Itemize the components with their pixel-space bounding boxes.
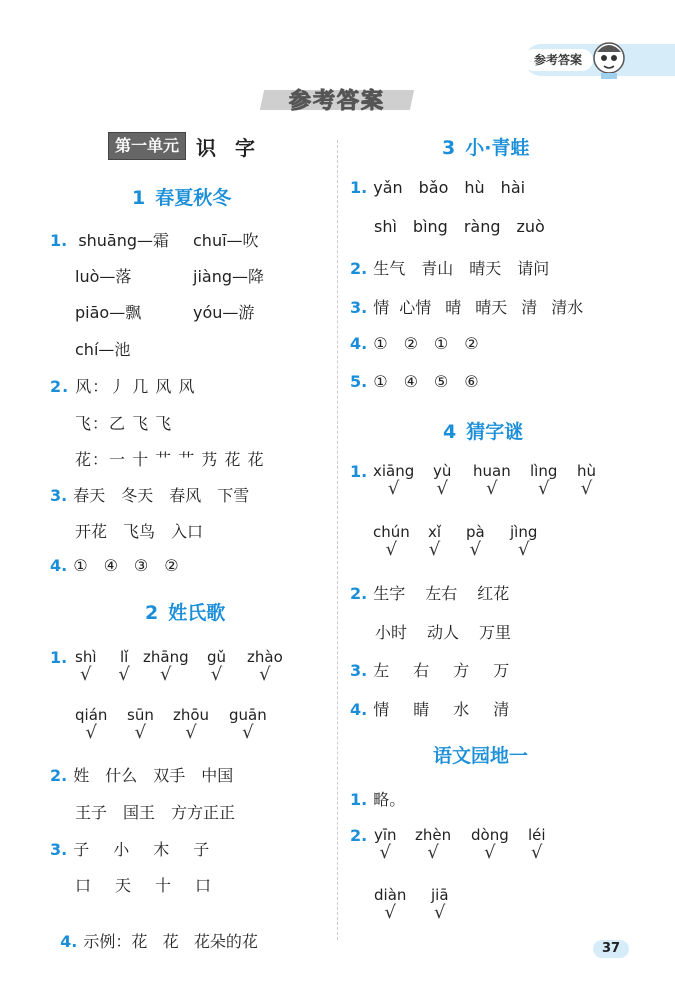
pinyin-item: léi √ xyxy=(528,826,546,863)
pinyin-item: hù √ xyxy=(577,462,597,499)
answer-line xyxy=(75,800,251,823)
section-name: 小·青蛙 xyxy=(465,137,530,159)
answer-item: 姓 xyxy=(73,766,90,785)
pinyin-check-row xyxy=(75,706,315,750)
answer-line xyxy=(350,334,495,353)
question-number xyxy=(350,826,373,845)
pinyin-item: jìng √ xyxy=(510,523,538,560)
answer-item: piāo—飘 xyxy=(75,303,142,322)
section-name: 春夏秋冬 xyxy=(155,187,232,209)
pinyin-item: jiā √ xyxy=(431,886,449,923)
answer-item: 生气 xyxy=(373,259,406,278)
answer-item: shuāng—霜 xyxy=(78,231,170,250)
answer-item: 天 xyxy=(115,876,132,895)
section-number: 4 xyxy=(443,421,457,443)
answer-item: 右 xyxy=(413,661,430,680)
header-tab-label: 参考答案 xyxy=(523,49,593,71)
pinyin-item: huan √ xyxy=(473,462,511,499)
answer-text: 示例：花 花 花朵的花 xyxy=(83,932,258,951)
pinyin-item: yù √ xyxy=(433,462,452,499)
question-number-text: 1. xyxy=(350,462,368,481)
check-mark: √ xyxy=(385,539,398,560)
answer-text: 风：丿 几 风 风 xyxy=(75,377,196,396)
answer-item: 开花 xyxy=(75,522,108,541)
page-number: 37 xyxy=(593,940,629,958)
answer-line xyxy=(350,787,405,810)
answer-item: ④ xyxy=(103,556,118,575)
pinyin-item: zhāng √ xyxy=(143,648,189,685)
section-title-3 xyxy=(442,133,529,160)
check-mark: √ xyxy=(80,664,92,685)
answer-item: ② xyxy=(464,334,479,353)
check-mark: √ xyxy=(428,539,441,560)
answer-text: 略。 xyxy=(373,790,406,809)
section-title-2 xyxy=(145,598,225,625)
answer-item: 清水 xyxy=(551,298,584,317)
section-name: 姓氏歌 xyxy=(168,602,226,624)
check-mark: √ xyxy=(160,664,172,685)
answer-item: 中国 xyxy=(201,766,234,785)
answer-item: 左右 xyxy=(425,584,458,603)
answer-item: hù xyxy=(464,178,485,197)
answer-item: 万里 xyxy=(479,623,512,642)
section-name: 猜字谜 xyxy=(466,421,524,443)
check-mark: √ xyxy=(384,902,396,923)
answer-item: ① xyxy=(373,372,388,391)
answer-item: 木 xyxy=(153,840,170,859)
answer-item: 什么 xyxy=(105,766,138,785)
answer-item: ràng xyxy=(463,217,501,236)
check-mark: √ xyxy=(436,478,448,499)
answer-line xyxy=(374,217,561,236)
unit-title: 识 字 xyxy=(196,135,261,160)
answer-item: 国王 xyxy=(123,803,156,822)
question-number: 4. xyxy=(60,932,78,951)
answer-item: 冬天 xyxy=(121,486,154,505)
answer-item: 情 xyxy=(373,700,390,719)
answer-item: 红花 xyxy=(477,584,510,603)
check-mark: √ xyxy=(85,722,97,743)
answer-line xyxy=(350,178,541,197)
answer-item: 口 xyxy=(75,876,92,895)
page-title: 参考答案 xyxy=(288,89,385,114)
answer-item: ⑥ xyxy=(464,372,479,391)
check-mark: √ xyxy=(427,842,439,863)
pinyin-check-row xyxy=(373,523,633,567)
answer-item: ② xyxy=(403,334,418,353)
question-number: 4. xyxy=(350,334,368,353)
question-number: 4. xyxy=(350,700,368,719)
answer-line xyxy=(50,483,265,506)
question-number-text: 2. xyxy=(350,826,368,845)
question-number: 1. xyxy=(50,231,68,250)
pinyin-item: yīn √ xyxy=(374,826,397,863)
answer-item: 双手 xyxy=(153,766,186,785)
check-mark: √ xyxy=(210,664,223,685)
question-number: 2. xyxy=(50,377,70,396)
section-name: 语文园地一 xyxy=(433,745,529,767)
answer-item: ④ xyxy=(403,372,418,391)
answer-item: 请问 xyxy=(517,259,550,278)
answer-item: ① xyxy=(73,556,88,575)
answer-line xyxy=(350,256,565,279)
section-title-4 xyxy=(443,417,523,444)
answer-item: 动人 xyxy=(427,623,460,642)
answer-item: 清 xyxy=(493,700,510,719)
section-title-1 xyxy=(132,183,231,210)
pinyin-item: zhào √ xyxy=(247,648,283,685)
pinyin-item: zhèn √ xyxy=(415,826,452,863)
answer-item: yǎn xyxy=(373,178,403,197)
column-divider xyxy=(337,140,338,940)
check-mark: √ xyxy=(387,478,400,499)
question-number: 4. xyxy=(50,556,68,575)
answer-item: 十 xyxy=(155,876,172,895)
question-number: 5. xyxy=(350,372,368,391)
question-number: 3. xyxy=(50,486,68,505)
question-number: 3. xyxy=(50,840,68,859)
answer-item: 清 xyxy=(521,298,538,317)
answer-item: 水 xyxy=(453,700,470,719)
answer-line xyxy=(350,697,525,720)
answer-line xyxy=(50,228,169,251)
answer-item: zuò xyxy=(516,217,545,236)
pinyin-item: chún √ xyxy=(373,523,410,560)
pinyin-item: lìng √ xyxy=(530,462,558,499)
question-number: 2. xyxy=(350,259,368,278)
answer-item: 口 xyxy=(195,876,212,895)
pinyin-item: xǐ √ xyxy=(428,523,442,560)
answer-item: ① xyxy=(373,334,388,353)
answer-item: hài xyxy=(500,178,526,197)
answer-item: 晴天 xyxy=(469,259,502,278)
answer-item: 小 xyxy=(113,840,130,859)
check-mark: √ xyxy=(531,842,543,863)
check-mark: √ xyxy=(185,722,197,743)
answer-item: 晴天 xyxy=(475,298,508,317)
answer-item: 睛 xyxy=(413,700,430,719)
pinyin-item: xiāng √ xyxy=(373,462,415,499)
check-mark: √ xyxy=(486,478,498,499)
section-title-5 xyxy=(433,741,528,768)
pinyin-item: lǐ √ xyxy=(118,648,130,685)
check-mark: √ xyxy=(259,664,271,685)
pinyin-check-row xyxy=(374,826,594,870)
answer-line xyxy=(50,837,225,860)
answer-line xyxy=(75,873,227,896)
unit-badge: 第一单元 xyxy=(108,132,186,160)
check-mark: √ xyxy=(118,664,130,685)
question-number: 1. xyxy=(350,178,368,197)
check-mark: √ xyxy=(517,539,530,560)
check-mark: √ xyxy=(379,842,392,863)
pinyin-item: gǔ √ xyxy=(207,648,227,685)
answer-item: ⑤ xyxy=(433,372,449,391)
pinyin-check-row xyxy=(75,648,315,692)
answer-item: 万 xyxy=(493,661,510,680)
answer-item: shì xyxy=(374,217,397,236)
section-number: 1 xyxy=(132,187,146,209)
check-mark: √ xyxy=(434,902,446,923)
answer-item: 子 xyxy=(73,840,90,859)
answer-item: 春风 xyxy=(169,486,202,505)
pinyin-item: guān √ xyxy=(229,706,267,743)
answer-item: 春天 xyxy=(73,486,106,505)
answer-line xyxy=(50,763,249,786)
answer-line xyxy=(350,658,525,681)
pinyin-item: dòng √ xyxy=(471,826,509,863)
question-number xyxy=(50,648,73,667)
check-mark: √ xyxy=(242,722,254,743)
answer-item: 心情 xyxy=(399,298,432,317)
answer-item: 子 xyxy=(193,840,210,859)
answer-item: 晴 xyxy=(445,298,462,317)
answer-item: ① xyxy=(433,334,449,353)
answer-item: bǎo xyxy=(418,178,449,197)
answer-line xyxy=(75,519,219,542)
pinyin-item: pà √ xyxy=(466,523,485,560)
answer-line xyxy=(350,295,583,318)
answer-item: 方 xyxy=(453,661,470,680)
pinyin-check-row xyxy=(373,462,633,506)
answer-line xyxy=(50,374,195,397)
check-mark: √ xyxy=(580,478,593,499)
answer-item: jiàng—降 xyxy=(193,267,264,286)
section-number: 2 xyxy=(145,602,159,624)
page-title-block xyxy=(262,84,412,114)
pinyin-item: qián √ xyxy=(75,706,108,743)
check-mark: √ xyxy=(484,842,496,863)
answer-item: 青山 xyxy=(421,259,454,278)
question-number xyxy=(350,462,373,481)
pinyin-check-row xyxy=(374,886,594,930)
answer-line xyxy=(375,620,527,643)
answer-text: 飞：乙 飞 飞 xyxy=(75,414,173,433)
answer-line xyxy=(350,372,495,391)
answer-item: 情 xyxy=(373,298,390,317)
question-number: 2. xyxy=(50,766,68,785)
question-number: 3. xyxy=(350,298,368,317)
mascot-icon xyxy=(591,40,627,80)
answer-item: ③ xyxy=(133,556,149,575)
question-number: 2. xyxy=(350,584,368,603)
answer-item: 小时 xyxy=(375,623,408,642)
answer-text: 花：一 十 艹 艹 艿 花 花 xyxy=(75,450,265,469)
pinyin-item: zhōu √ xyxy=(173,706,210,743)
answer-item: 生字 xyxy=(373,584,406,603)
answer-item: 飞鸟 xyxy=(123,522,156,541)
answer-item: chuī—吹 xyxy=(193,231,259,250)
answer-item: 左 xyxy=(373,661,390,680)
answer-item: 下雪 xyxy=(217,486,250,505)
answer-line xyxy=(350,581,525,604)
answer-line xyxy=(50,556,195,575)
answer-item: chí—池 xyxy=(75,340,131,359)
answer-item: ② xyxy=(164,556,179,575)
answer-item: luò—落 xyxy=(75,267,132,286)
pinyin-item: sūn √ xyxy=(127,706,154,743)
question-number-text: 1. xyxy=(50,648,68,667)
unit-heading xyxy=(108,132,261,160)
question-number: 1. xyxy=(350,790,368,809)
check-mark: √ xyxy=(537,478,550,499)
pinyin-item: shì √ xyxy=(75,648,97,685)
answer-item: bìng xyxy=(412,217,448,236)
answer-line xyxy=(50,910,258,952)
check-mark: √ xyxy=(134,722,147,743)
answer-item: 入口 xyxy=(171,522,204,541)
check-mark: √ xyxy=(469,539,482,560)
section-number: 3 xyxy=(442,137,456,159)
question-number: 3. xyxy=(350,661,368,680)
answer-item: yóu—游 xyxy=(193,303,255,322)
answer-item: 方方正正 xyxy=(171,803,236,822)
answer-item: 王子 xyxy=(75,803,108,822)
pinyin-item: diàn √ xyxy=(374,886,407,923)
